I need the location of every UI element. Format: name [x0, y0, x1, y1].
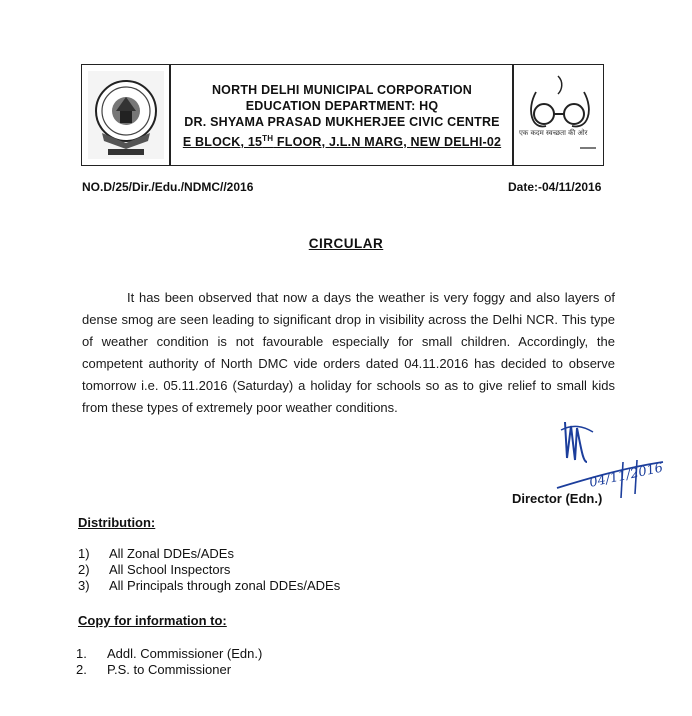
- copy-list: [76, 646, 262, 678]
- address-line-1: DR. SHYAMA PRASAD MUKHERJEE CIVIC CENTRE: [184, 115, 500, 130]
- distribution-heading: Distribution:: [78, 515, 156, 530]
- list-item: 1. Addl. Commissioner (Edn.): [76, 646, 263, 661]
- list-item: 1) All Zonal DDEs/ADEs: [78, 546, 234, 561]
- distribution-list: [78, 546, 340, 594]
- signature-date: 04/11/2016: [588, 460, 665, 491]
- circular-body: It has been observed that now a days the weather is very foggy and also layers of dense smog are seen leading to significant drop in visibility across the Delhi NCR. This type of weather condition is not favourable especially for small children. Accordingly, the competent authority of North DMC vide orders dated 04.11.2016 has decided to observe tomorrow i.e. 05.11.2016 (Saturday) a holiday for schools so as to give relief to small kids from these types of extremely poor weather conditions.: [82, 290, 615, 415]
- page-title: CIRCULAR: [308, 236, 384, 251]
- department: EDUCATION DEPARTMENT: HQ: [245, 99, 439, 114]
- list-item: 2) All School Inspectors: [78, 562, 231, 577]
- divider: [512, 65, 514, 165]
- letterhead-text: [172, 82, 512, 150]
- circular-date: Date:-04/11/2016: [508, 180, 602, 194]
- ndmc-emblem-icon: [88, 71, 164, 159]
- signatory-designation: Director (Edn.): [512, 491, 603, 506]
- swachh-tagline: एक कदम स्वच्छता की ओर: [519, 129, 588, 137]
- list-item: 2. P.S. to Commissioner: [76, 662, 232, 677]
- reference-number: NO.D/25/Dir./Edu./NDMC//2016: [82, 180, 254, 194]
- list-item: 3) All Principals through zonal DDEs/ADEs: [78, 578, 341, 593]
- swachh-bharat-logo-icon: [518, 70, 600, 162]
- address-line-2: E BLOCK, 15TH FLOOR, J.L.N MARG, NEW DELHI-02: [182, 133, 502, 149]
- divider: [169, 65, 171, 165]
- copy-heading: Copy for information to:: [78, 613, 227, 628]
- org-name: NORTH DELHI MUNICIPAL CORPORATION: [211, 83, 473, 97]
- letterhead: [81, 64, 604, 166]
